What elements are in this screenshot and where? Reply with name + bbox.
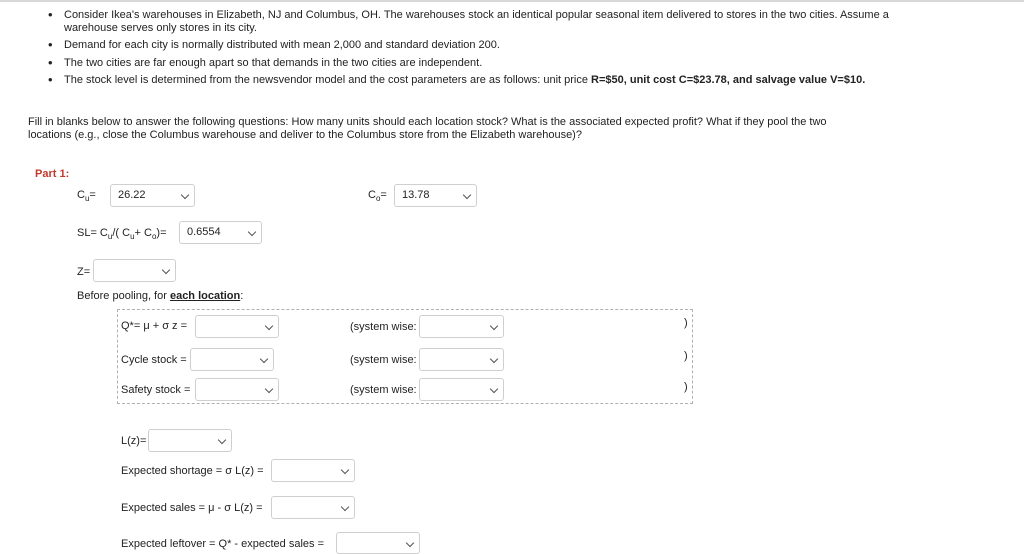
cycle-stock-dropdown[interactable]	[190, 348, 274, 371]
expected-sales-label: Expected sales = μ - σ L(z) =	[121, 502, 263, 514]
q-star-system-dropdown[interactable]	[419, 315, 504, 338]
q-star-dropdown[interactable]	[195, 315, 279, 338]
chevron-down-icon	[181, 191, 189, 199]
chevron-down-icon	[463, 191, 471, 199]
q-star-system-label: (system wise:	[350, 321, 417, 333]
close-paren: )	[684, 317, 688, 329]
bullet-item: • Demand for each city is normally distributed with mean 2,000 and standard deviation 200.	[64, 39, 904, 52]
chevron-down-icon	[406, 539, 414, 547]
instructions: Fill in blanks below to answer the following questions: How many units should each location stock? What is the associated expected profit? What if they pool the two locations (e.g., close the Columbus warehouse and deliver to the Columbus store from the Elizabeth warehouse)?	[28, 116, 827, 141]
lz-dropdown[interactable]	[148, 429, 232, 452]
safety-stock-system-dropdown[interactable]	[419, 378, 504, 401]
chevron-down-icon	[218, 436, 226, 444]
expected-leftover-label: Expected leftover = Q* - expected sales =	[121, 538, 325, 550]
close-paren: )	[684, 350, 688, 362]
chevron-down-icon	[162, 266, 170, 274]
bullet-item: • The two cities are far enough apart so that demands in the two cities are independent.	[64, 57, 904, 70]
chevron-down-icon	[265, 322, 273, 330]
bullet-item: • Consider Ikea's warehouses in Elizabeth, NJ and Columbus, OH. The warehouses stock an identical popular seasonal item delivered to stores in the two cities. Assume a warehouse serves only stores in its city.	[64, 9, 904, 34]
part-label: Part 1:	[35, 168, 70, 180]
co-dropdown[interactable]: 13.78	[394, 184, 477, 207]
cu-dropdown[interactable]: 26.22	[110, 184, 195, 207]
z-label: Z=	[77, 266, 91, 278]
cycle-stock-system-label: (system wise:	[350, 354, 417, 366]
sl-label: $SL= C_u/$( $C_u+ C_o)=$	[77, 227, 167, 242]
close-paren: )	[684, 381, 688, 393]
expected-shortage-dropdown[interactable]	[271, 459, 355, 482]
lz-label: L(z)=	[121, 435, 147, 447]
sl-dropdown[interactable]: 0.6554	[179, 221, 262, 244]
expected-shortage-label: Expected shortage = σ L(z) =	[121, 465, 264, 477]
chevron-down-icon	[260, 355, 268, 363]
bullet-item: • The stock level is determined from the newsvendor model and the cost parameters are as follows: unit price R=$50, unit cost C=$23.78, and salvage value V=$10.	[64, 74, 904, 87]
cycle-stock-system-dropdown[interactable]	[419, 348, 504, 371]
chevron-down-icon	[341, 503, 349, 511]
problem-bullets	[40, 9, 904, 92]
safety-stock-dropdown[interactable]	[195, 378, 279, 401]
before-pooling-heading: Before pooling, for each location:	[77, 290, 244, 302]
chevron-down-icon	[490, 322, 498, 330]
top-divider	[0, 0, 1024, 2]
chevron-down-icon	[490, 385, 498, 393]
safety-stock-label: Safety stock =	[121, 384, 191, 396]
co-label: $C_o=$	[368, 189, 387, 204]
chevron-down-icon	[341, 466, 349, 474]
z-dropdown[interactable]	[93, 259, 176, 282]
expected-leftover-dropdown[interactable]	[336, 532, 420, 554]
expected-sales-dropdown[interactable]	[271, 496, 355, 519]
chevron-down-icon	[490, 355, 498, 363]
safety-stock-system-label: (system wise:	[350, 384, 417, 396]
chevron-down-icon	[248, 228, 256, 236]
cycle-stock-label: Cycle stock =	[121, 354, 187, 366]
q-star-label: Q*= μ + σ z =	[121, 320, 188, 332]
chevron-down-icon	[265, 385, 273, 393]
cu-label: $C_u=$	[77, 189, 96, 204]
